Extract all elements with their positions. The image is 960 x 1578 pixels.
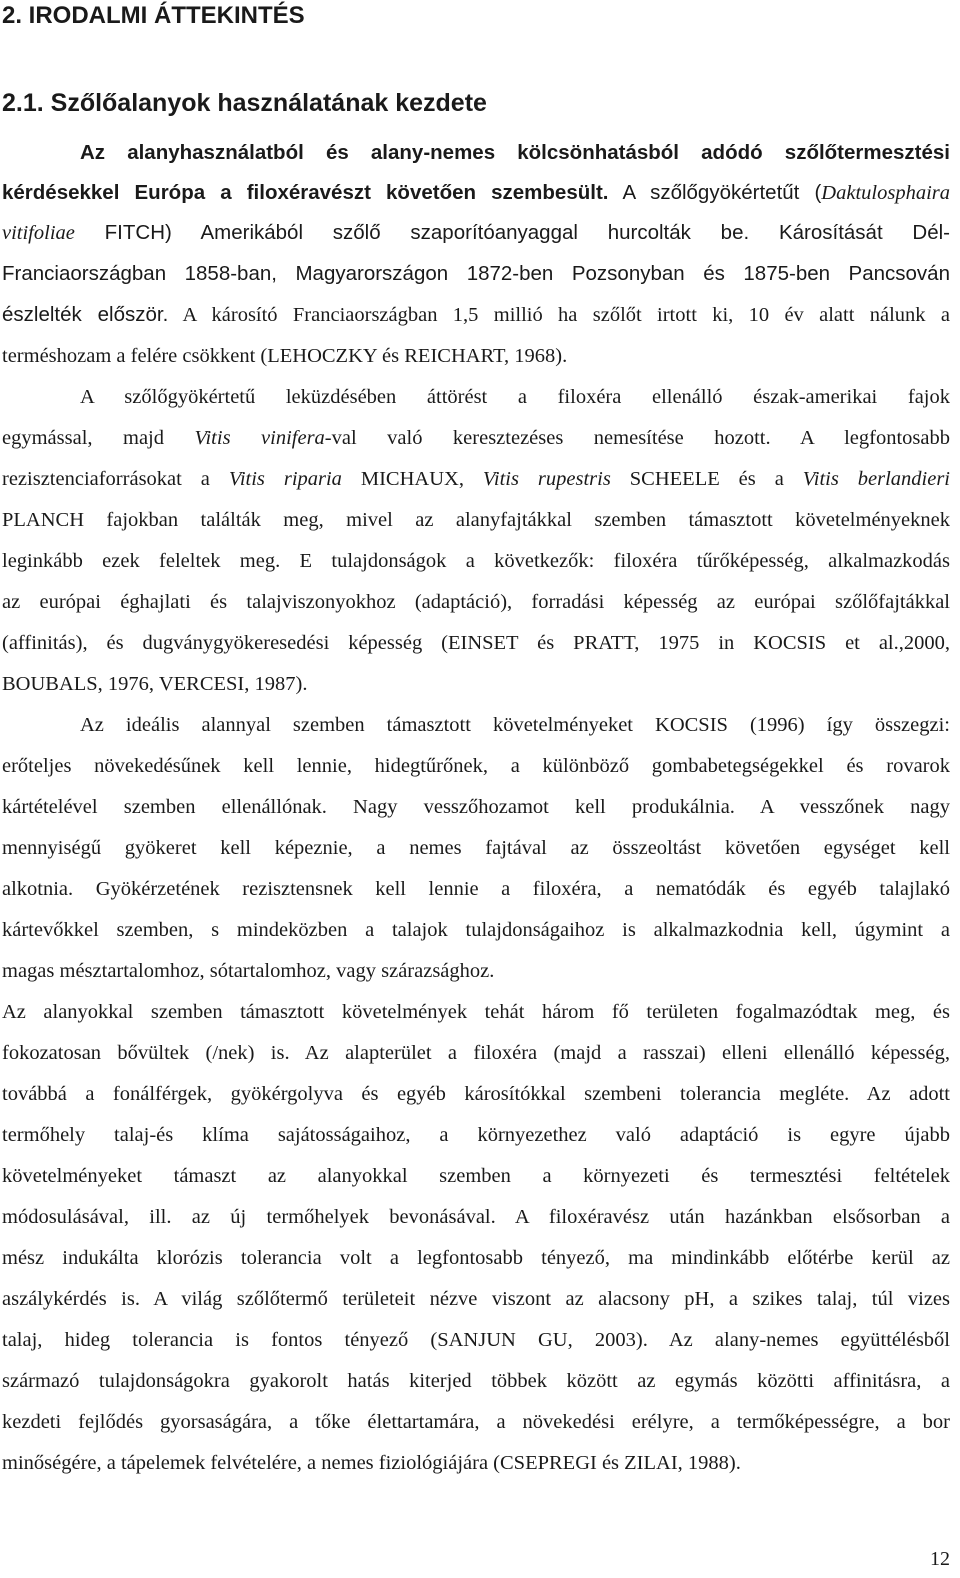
paragraph-line: mész indukálta klorózis tolerancia volt a legfontosabb tényező, ma mindinkább előtérbe kerül az <box>2 1247 950 1269</box>
section-heading: 2.1. Szőlőalanyok használatának kezdete <box>2 89 487 117</box>
paragraph-line: Franciaországban 1858-ban, Magyarországon 1872-ben Pozsonyban és 1875-ben Pancsován <box>2 262 950 285</box>
paragraph-line: Az ideális alannyal szemben támasztott követelményeket KOCSIS (1996) így összegzi: <box>80 714 950 736</box>
chapter-heading: 2. IRODALMI ÁTTEKINTÉS <box>2 2 305 29</box>
paragraph-line: talaj, hideg tolerancia is fontos tényező (SANJUN GU, 2003). Az alany-nemes együttélésből <box>2 1329 950 1351</box>
paragraph-line: kérdésekkel Európa a filoxéravészt követően szembesült. A szőlőgyökértetűt (Daktulosphaira <box>2 181 950 204</box>
paragraph-line: BOUBALS, 1976, VERCESI, 1987). <box>2 673 308 695</box>
paragraph-line: észlelték először. A károsító Franciaországban 1,5 millió ha szőlőt irtott ki, 10 év alatt nálunk a <box>2 303 950 326</box>
paragraph-line: követelményeket támaszt az alanyokkal szemben a környezeti és termesztési feltételek <box>2 1165 950 1187</box>
paragraph-line: továbbá a fonálférgek, gyökérgolyva és egyéb károsítókkal szembeni tolerancia megléte. Az adott <box>2 1083 950 1105</box>
paragraph-line: minőségére, a tápelemek felvételére, a nemes fiziológiájára (CSEPREGI és ZILAI, 1988). <box>2 1452 741 1474</box>
paragraph-line: mennyiségű gyökeret kell képeznie, a nemes fajtával az összeoltást követően egységet kell <box>2 837 950 859</box>
paragraph-line: egymással, majd Vitis vinifera-val való keresztezéses nemesítése hozott. A legfontosabb <box>2 427 950 449</box>
paragraph-line: Az alanyhasználatból és alany-nemes kölcsönhatásból adódó szőlőtermesztési <box>80 141 950 164</box>
paragraph-line: terméshozam a felére csökkent (LEHOCZKY és REICHART, 1968). <box>2 345 568 367</box>
paragraph-line: Az alanyokkal szemben támasztott követelmények tehát három fő területen fogalmazódtak meg, és <box>2 1001 950 1023</box>
paragraph-line: alkotnia. Gyökérzetének rezisztensnek kell lennie a filoxéra, a nematódák és egyéb talajlakó <box>2 878 950 900</box>
paragraph-line: rezisztenciaforrásokat a Vitis riparia MICHAUX, Vitis rupestris SCHEELE és a Vitis berlandieri <box>2 468 950 490</box>
paragraph-line: magas mésztartalomhoz, sótartalomhoz, vagy szárazsághoz. <box>2 960 495 982</box>
paragraph-line: (affinitás), és dugványgyökeresedési képesség (EINSET és PRATT, 1975 in KOCSIS et al.,2000, <box>2 632 950 654</box>
paragraph-line: kártételével szemben ellenállónak. Nagy vesszőhozamot kell produkálnia. A vesszőnek nagy <box>2 796 950 818</box>
page-number: 12 <box>930 1548 950 1570</box>
paragraph-line: módosulásával, ill. az új termőhelyek bevonásával. A filoxéravész után hazánkban elsősorban a <box>2 1206 950 1228</box>
paragraph-line: termőhely talaj-és klíma sajátosságaihoz, a környezethez való adaptáció is egyre újabb <box>2 1124 950 1146</box>
paragraph-line: aszálykérdés is. A világ szőlőtermő területeit nézve viszont az alacsony pH, a szikes talaj, túl vizes <box>2 1288 950 1310</box>
paragraph-line: erőteljes növekedésűnek kell lennie, hidegtűrőnek, a különböző gombabetegségekkel és rovarok <box>2 755 950 777</box>
paragraph-line: leginkább ezek feleltek meg. E tulajdonságok a következők: filoxéra tűrőképesség, alkalmazkodás <box>2 550 950 572</box>
paragraph-line: PLANCH fajokban találták meg, mivel az alanyfajtákkal szemben támasztott követelményeknek <box>2 509 950 531</box>
paragraph-line: fokozatosan bővültek (/nek) is. Az alapterület a filoxéra (majd a rasszai) elleni ellenálló képesség, <box>2 1042 950 1064</box>
paragraph-line: A szőlőgyökértetű leküzdésében áttörést a filoxéra ellenálló észak-amerikai fajok <box>80 386 950 408</box>
paragraph-line: az európai éghajlati és talajviszonyokhoz (adaptáció), forradási képesség az európai szőlőfajtákkal <box>2 591 950 613</box>
paragraph-line: kártevőkkel szemben, s mindeközben a talajok tulajdonságaihoz is alkalmazkodnia kell, úgymint a <box>2 919 950 941</box>
paragraph-line: vitifoliae FITCH) Amerikából szőlő szaporítóanyaggal hurcolták be. Károsítását Dél- <box>2 221 950 244</box>
paragraph-line: kezdeti fejlődés gyorsaságára, a tőke élettartamára, a növekedési erélyre, a termőképességre, a bor <box>2 1411 950 1433</box>
paragraph-line: származó tulajdonságokra gyakorolt hatás kiterjed többek között az egymás közötti affinitásra, a <box>2 1370 950 1392</box>
